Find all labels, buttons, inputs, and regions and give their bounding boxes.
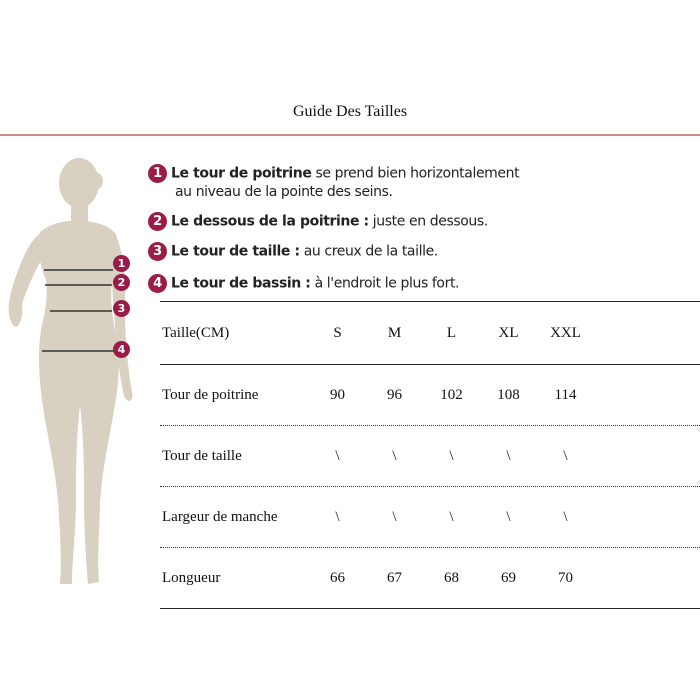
table-cell: 66 xyxy=(330,569,345,586)
instruction-bold: Le tour de bassin : xyxy=(171,275,311,292)
header-size-xl: XL xyxy=(498,324,519,341)
row-label: Largeur de manche xyxy=(162,508,278,525)
instruction-bold: Le tour de taille : xyxy=(171,243,300,260)
marker-1: 1 xyxy=(113,255,130,272)
hair-bun-shape xyxy=(91,173,103,189)
instruction-text: se prend bien horizontalement xyxy=(311,165,520,182)
page-title: Guide Des Tailles xyxy=(292,103,408,120)
table-row xyxy=(160,487,700,547)
instruction-number: 3 xyxy=(148,242,167,261)
table-cell: 108 xyxy=(497,386,520,403)
table-cell: 114 xyxy=(554,386,577,403)
row-label: Tour de taille xyxy=(162,447,242,464)
instruction-bold: Le dessous de la poitrine : xyxy=(171,213,369,230)
left-arm-shape xyxy=(9,232,44,327)
title-divider xyxy=(0,134,700,136)
table-cell: 102 xyxy=(440,386,463,403)
table-header-row xyxy=(160,302,700,364)
instruction-text: à l'endroit le plus fort. xyxy=(310,275,460,292)
table-cell: \ xyxy=(449,508,454,525)
table-cell: 67 xyxy=(387,569,402,586)
table-cell: 69 xyxy=(501,569,516,586)
instruction-4 xyxy=(148,274,459,293)
table-cell: \ xyxy=(335,447,340,464)
instruction-number: 2 xyxy=(148,212,167,231)
marker-4: 4 xyxy=(113,341,130,358)
neck-shape xyxy=(71,203,88,223)
instruction-text-line2: au niveau de la pointe des seins. xyxy=(175,184,393,200)
instruction-number: 4 xyxy=(148,274,167,293)
instruction-text: juste en dessous. xyxy=(368,213,488,230)
row-label: Longueur xyxy=(162,569,221,586)
instruction-text: au creux de la taille. xyxy=(299,243,438,260)
table-row xyxy=(160,426,700,486)
instruction-1 xyxy=(148,164,519,200)
table-cell: \ xyxy=(392,447,397,464)
table-cell: \ xyxy=(563,447,568,464)
table-cell: 96 xyxy=(387,386,402,403)
table-cell: \ xyxy=(335,508,340,525)
table-cell: \ xyxy=(506,447,511,464)
size-table xyxy=(160,301,700,609)
marker-3: 3 xyxy=(113,300,130,317)
table-row xyxy=(160,548,700,608)
header-size-xxl: XXL xyxy=(550,324,581,341)
row-label: Tour de poitrine xyxy=(162,386,259,403)
table-row xyxy=(160,365,700,425)
instruction-number: 1 xyxy=(148,164,167,183)
table-cell: 90 xyxy=(330,386,345,403)
table-cell: \ xyxy=(563,508,568,525)
table-cell: \ xyxy=(392,508,397,525)
marker-2: 2 xyxy=(113,274,130,291)
header-size-l: L xyxy=(446,324,457,341)
body-silhouette xyxy=(0,150,140,595)
table-cell: \ xyxy=(449,447,454,464)
header-size-s: S xyxy=(333,324,342,341)
table-cell: 68 xyxy=(444,569,459,586)
torso-shape xyxy=(38,221,118,584)
table-cell: 70 xyxy=(558,569,573,586)
instruction-2 xyxy=(148,212,488,231)
header-size-m: M xyxy=(387,324,402,341)
instruction-bold: Le tour de poitrine xyxy=(171,165,312,182)
table-cell: \ xyxy=(506,508,511,525)
instruction-3 xyxy=(148,242,438,261)
table-bottom-rule xyxy=(160,608,700,609)
header-label: Taille(CM) xyxy=(162,324,230,341)
